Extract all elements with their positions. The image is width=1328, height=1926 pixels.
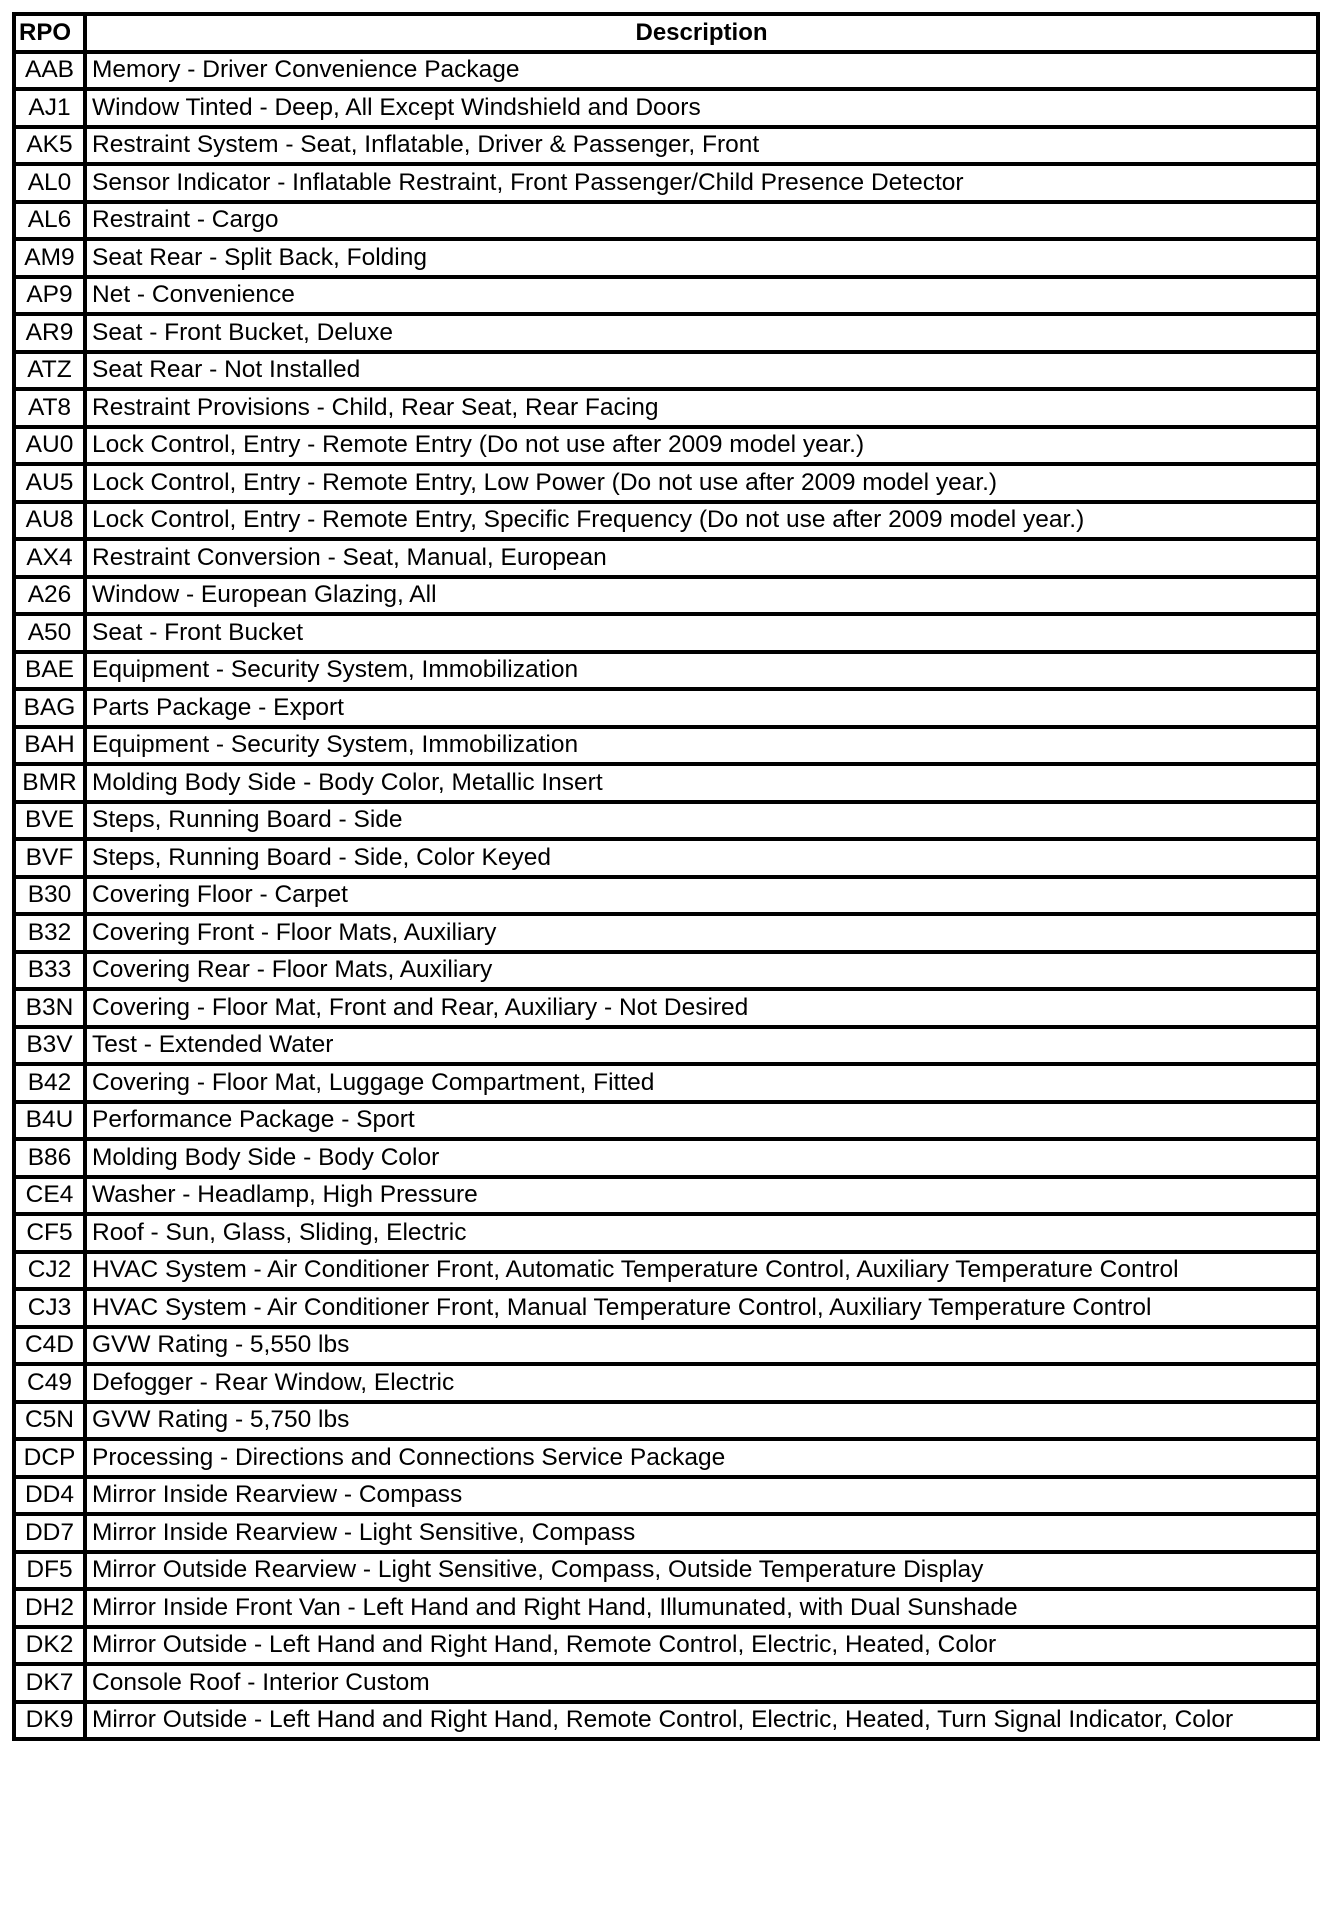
rpo-description: Seat - Front Bucket, Deluxe bbox=[85, 314, 1318, 352]
table-body bbox=[14, 52, 1318, 1740]
header-row bbox=[14, 14, 1318, 52]
rpo-description: Restraint - Cargo bbox=[85, 202, 1318, 240]
rpo-description: Mirror Outside - Left Hand and Right Hand, Remote Control, Electric, Heated, Color bbox=[85, 1627, 1318, 1665]
table-row bbox=[14, 689, 1318, 727]
table-row bbox=[14, 1027, 1318, 1065]
table-row bbox=[14, 52, 1318, 90]
table-row bbox=[14, 277, 1318, 315]
rpo-code: A50 bbox=[14, 614, 85, 652]
table-row bbox=[14, 164, 1318, 202]
rpo-description: Processing - Directions and Connections Service Package bbox=[85, 1439, 1318, 1477]
rpo-description: HVAC System - Air Conditioner Front, Manual Temperature Control, Auxiliary Temperature Control bbox=[85, 1289, 1318, 1327]
rpo-description: Equipment - Security System, Immobilization bbox=[85, 652, 1318, 690]
rpo-code: AX4 bbox=[14, 539, 85, 577]
rpo-description: Parts Package - Export bbox=[85, 689, 1318, 727]
rpo-code: DK9 bbox=[14, 1702, 85, 1740]
rpo-code: CJ3 bbox=[14, 1289, 85, 1327]
rpo-description: GVW Rating - 5,750 lbs bbox=[85, 1402, 1318, 1440]
table-row bbox=[14, 1177, 1318, 1215]
table-row bbox=[14, 1702, 1318, 1740]
rpo-description: Seat Rear - Not Installed bbox=[85, 352, 1318, 390]
table-row bbox=[14, 427, 1318, 465]
table-row bbox=[14, 764, 1318, 802]
rpo-code: B42 bbox=[14, 1064, 85, 1102]
table-row bbox=[14, 1064, 1318, 1102]
rpo-code: B3V bbox=[14, 1027, 85, 1065]
rpo-code: AP9 bbox=[14, 277, 85, 315]
rpo-description: Molding Body Side - Body Color bbox=[85, 1139, 1318, 1177]
table-row bbox=[14, 1364, 1318, 1402]
table-row bbox=[14, 1289, 1318, 1327]
rpo-code: DF5 bbox=[14, 1552, 85, 1590]
rpo-code: B4U bbox=[14, 1102, 85, 1140]
rpo-description: Roof - Sun, Glass, Sliding, Electric bbox=[85, 1214, 1318, 1252]
table-row bbox=[14, 464, 1318, 502]
table-row bbox=[14, 989, 1318, 1027]
rpo-description: Washer - Headlamp, High Pressure bbox=[85, 1177, 1318, 1215]
rpo-description: Molding Body Side - Body Color, Metallic Insert bbox=[85, 764, 1318, 802]
rpo-description: Covering - Floor Mat, Front and Rear, Auxiliary - Not Desired bbox=[85, 989, 1318, 1027]
rpo-code: B3N bbox=[14, 989, 85, 1027]
table-row bbox=[14, 577, 1318, 615]
rpo-description: Mirror Inside Front Van - Left Hand and Right Hand, Illumunated, with Dual Sunshade bbox=[85, 1589, 1318, 1627]
rpo-description: HVAC System - Air Conditioner Front, Automatic Temperature Control, Auxiliary Temperature Control bbox=[85, 1252, 1318, 1290]
rpo-code: DK7 bbox=[14, 1664, 85, 1702]
rpo-code: AAB bbox=[14, 52, 85, 90]
rpo-description: Window Tinted - Deep, All Except Windshield and Doors bbox=[85, 89, 1318, 127]
rpo-description: Covering - Floor Mat, Luggage Compartment, Fitted bbox=[85, 1064, 1318, 1102]
table-row bbox=[14, 727, 1318, 765]
rpo-description: Defogger - Rear Window, Electric bbox=[85, 1364, 1318, 1402]
rpo-description: Restraint Provisions - Child, Rear Seat, Rear Facing bbox=[85, 389, 1318, 427]
rpo-code: AR9 bbox=[14, 314, 85, 352]
rpo-description: Steps, Running Board - Side bbox=[85, 802, 1318, 840]
rpo-code: AU0 bbox=[14, 427, 85, 465]
table-row bbox=[14, 352, 1318, 390]
rpo-description: Mirror Outside - Left Hand and Right Hand, Remote Control, Electric, Heated, Turn Signal Indicator, Color bbox=[85, 1702, 1318, 1740]
rpo-table bbox=[12, 12, 1320, 1741]
table-row bbox=[14, 652, 1318, 690]
rpo-code: B32 bbox=[14, 914, 85, 952]
rpo-code: B33 bbox=[14, 952, 85, 990]
rpo-code: BAE bbox=[14, 652, 85, 690]
rpo-code: C49 bbox=[14, 1364, 85, 1402]
rpo-description: Mirror Outside Rearview - Light Sensitive, Compass, Outside Temperature Display bbox=[85, 1552, 1318, 1590]
rpo-description: Restraint System - Seat, Inflatable, Driver & Passenger, Front bbox=[85, 127, 1318, 165]
rpo-code: DH2 bbox=[14, 1589, 85, 1627]
rpo-code: BAH bbox=[14, 727, 85, 765]
rpo-description: Equipment - Security System, Immobilization bbox=[85, 727, 1318, 765]
table-row bbox=[14, 839, 1318, 877]
rpo-column-header: RPO bbox=[14, 14, 85, 52]
rpo-description: GVW Rating - 5,550 lbs bbox=[85, 1327, 1318, 1365]
rpo-code: BVE bbox=[14, 802, 85, 840]
rpo-description: Mirror Inside Rearview - Compass bbox=[85, 1477, 1318, 1515]
rpo-description: Lock Control, Entry - Remote Entry, Specific Frequency (Do not use after 2009 model year.) bbox=[85, 502, 1318, 540]
table-row bbox=[14, 239, 1318, 277]
table-row bbox=[14, 1552, 1318, 1590]
rpo-description: Covering Front - Floor Mats, Auxiliary bbox=[85, 914, 1318, 952]
rpo-code: DCP bbox=[14, 1439, 85, 1477]
rpo-description: Window - European Glazing, All bbox=[85, 577, 1318, 615]
rpo-code: AU8 bbox=[14, 502, 85, 540]
table-row bbox=[14, 952, 1318, 990]
table-row bbox=[14, 1664, 1318, 1702]
table-row bbox=[14, 127, 1318, 165]
table-row bbox=[14, 1139, 1318, 1177]
rpo-code: A26 bbox=[14, 577, 85, 615]
rpo-code: DD7 bbox=[14, 1514, 85, 1552]
rpo-code: B86 bbox=[14, 1139, 85, 1177]
rpo-description: Sensor Indicator - Inflatable Restraint, Front Passenger/Child Presence Detector bbox=[85, 164, 1318, 202]
rpo-description: Covering Rear - Floor Mats, Auxiliary bbox=[85, 952, 1318, 990]
description-column-header: Description bbox=[85, 14, 1318, 52]
table-row bbox=[14, 1327, 1318, 1365]
rpo-description: Test - Extended Water bbox=[85, 1027, 1318, 1065]
rpo-description: Mirror Inside Rearview - Light Sensitive, Compass bbox=[85, 1514, 1318, 1552]
rpo-code: CF5 bbox=[14, 1214, 85, 1252]
table-row bbox=[14, 89, 1318, 127]
rpo-code: AJ1 bbox=[14, 89, 85, 127]
rpo-description: Memory - Driver Convenience Package bbox=[85, 52, 1318, 90]
rpo-description: Lock Control, Entry - Remote Entry, Low Power (Do not use after 2009 model year.) bbox=[85, 464, 1318, 502]
rpo-description: Restraint Conversion - Seat, Manual, European bbox=[85, 539, 1318, 577]
rpo-code: CE4 bbox=[14, 1177, 85, 1215]
rpo-code: B30 bbox=[14, 877, 85, 915]
table-row bbox=[14, 1102, 1318, 1140]
table-row bbox=[14, 1252, 1318, 1290]
rpo-description: Steps, Running Board - Side, Color Keyed bbox=[85, 839, 1318, 877]
rpo-code: DK2 bbox=[14, 1627, 85, 1665]
rpo-code: AU5 bbox=[14, 464, 85, 502]
rpo-description: Console Roof - Interior Custom bbox=[85, 1664, 1318, 1702]
table-row bbox=[14, 202, 1318, 240]
rpo-code: BVF bbox=[14, 839, 85, 877]
rpo-code: BMR bbox=[14, 764, 85, 802]
rpo-code: AL6 bbox=[14, 202, 85, 240]
rpo-description: Seat Rear - Split Back, Folding bbox=[85, 239, 1318, 277]
table-row bbox=[14, 1514, 1318, 1552]
table-row bbox=[14, 1477, 1318, 1515]
table-row bbox=[14, 502, 1318, 540]
table-row bbox=[14, 1214, 1318, 1252]
rpo-code: ATZ bbox=[14, 352, 85, 390]
table-row bbox=[14, 1589, 1318, 1627]
table-row bbox=[14, 389, 1318, 427]
rpo-description: Seat - Front Bucket bbox=[85, 614, 1318, 652]
rpo-code: CJ2 bbox=[14, 1252, 85, 1290]
rpo-code: C5N bbox=[14, 1402, 85, 1440]
rpo-code: AM9 bbox=[14, 239, 85, 277]
rpo-description: Net - Convenience bbox=[85, 277, 1318, 315]
table-row bbox=[14, 314, 1318, 352]
table-row bbox=[14, 1402, 1318, 1440]
table-row bbox=[14, 539, 1318, 577]
rpo-code: AT8 bbox=[14, 389, 85, 427]
rpo-code: AL0 bbox=[14, 164, 85, 202]
rpo-code: DD4 bbox=[14, 1477, 85, 1515]
rpo-description: Performance Package - Sport bbox=[85, 1102, 1318, 1140]
table-row bbox=[14, 877, 1318, 915]
table-row bbox=[14, 1439, 1318, 1477]
rpo-description: Covering Floor - Carpet bbox=[85, 877, 1318, 915]
table-row bbox=[14, 1627, 1318, 1665]
rpo-description: Lock Control, Entry - Remote Entry (Do not use after 2009 model year.) bbox=[85, 427, 1318, 465]
table-row bbox=[14, 802, 1318, 840]
table-row bbox=[14, 614, 1318, 652]
rpo-code: AK5 bbox=[14, 127, 85, 165]
table-row bbox=[14, 914, 1318, 952]
rpo-code: BAG bbox=[14, 689, 85, 727]
rpo-code: C4D bbox=[14, 1327, 85, 1365]
